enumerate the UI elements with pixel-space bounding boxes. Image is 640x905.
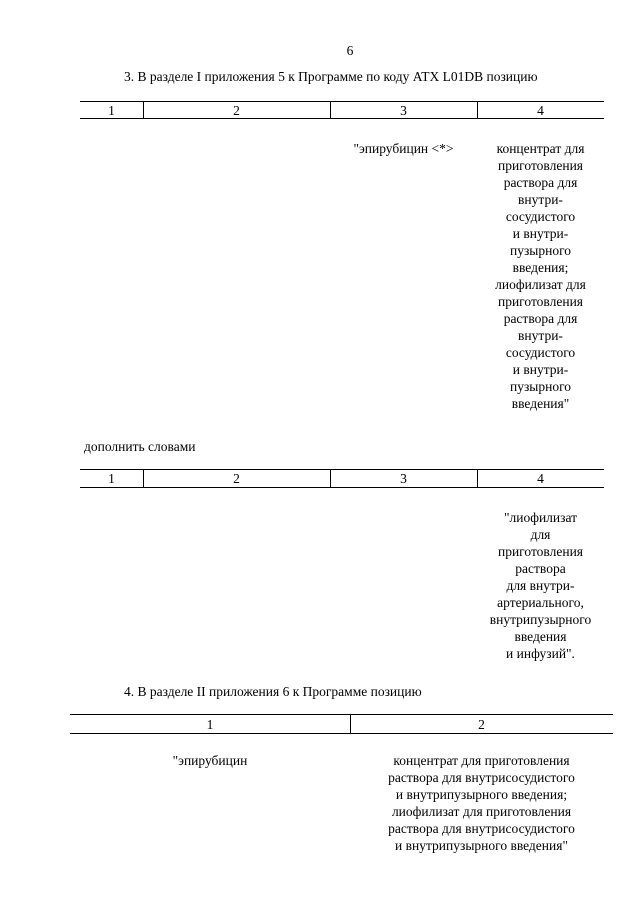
table3-col1-value: "эпирубицин [172,753,248,768]
table2-top-border [80,469,604,470]
table1-header-bottom-border [80,118,604,119]
table1-top-border [80,101,604,102]
table1-header-3: 3 [400,103,407,118]
table2-header-2: 2 [233,471,240,486]
table3-header-bottom-border [70,733,613,734]
table1-col4-value: концентрат для приготовления раствора для внутри- сосудистого и внутри- пузырного введения; лиофилизат для приготовления раствора для внутри- сосудистого и внутри- пузырного введения" [495,141,586,411]
table2-header-3: 3 [400,471,407,486]
table2-col4-value: "лиофилизат для приготовления раствора для внутри- артериального, внутрипузырного введения и инфузий". [489,510,592,661]
section4-heading: 4. В разделе II приложения 6 к Программе позицию [124,684,422,699]
table3-col2-value: концентрат для приготовления раствора для внутрисосудистого и внутрипузырного введения; лиофилизат для приготовления раствора для внутрисосудистого и внутрипузырного введения" [388,753,575,853]
section3-heading: 3. В разделе I приложения 5 к Программе по коду АТХ L01DB позицию [124,69,538,84]
table2-header-bottom-border [80,487,604,488]
page-number: 6 [346,43,354,58]
table1-header-1: 1 [108,103,115,118]
table1-header-2: 2 [233,103,240,118]
table2-header-4: 4 [537,471,544,486]
table1-header-4: 4 [537,103,544,118]
table2-header-1: 1 [108,471,115,486]
supplement-label: дополнить словами [84,439,196,454]
table3-top-border [70,714,613,715]
table3-header-1: 1 [206,717,214,732]
table3-header-2: 2 [478,717,485,732]
table1-col3-value: "эпирубицин <*> [353,141,454,156]
